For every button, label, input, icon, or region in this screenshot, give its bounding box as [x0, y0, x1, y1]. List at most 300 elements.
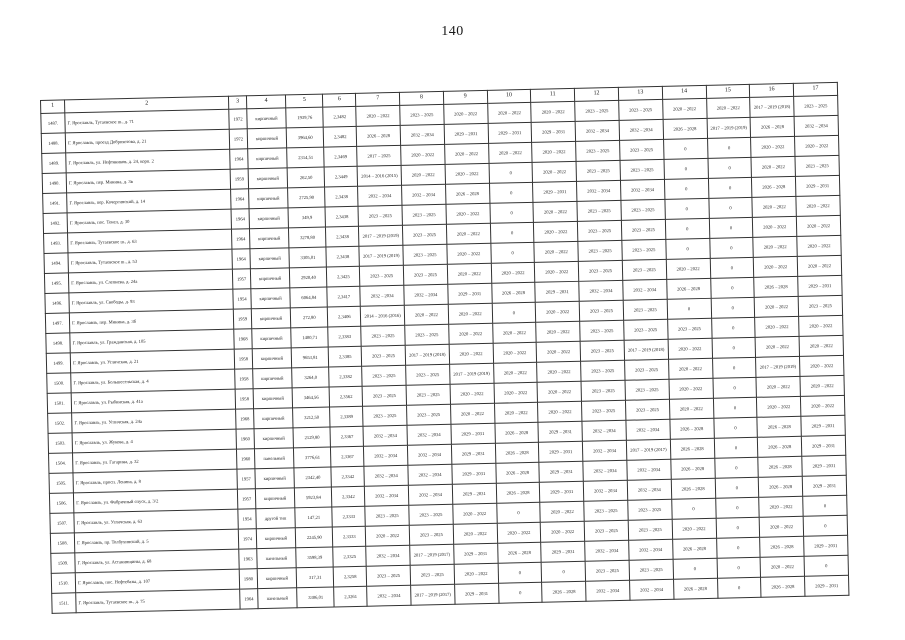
cell-period-col-10: 2026 – 2028 [497, 542, 541, 563]
cell-period-col-12: 2032 – 2034 [579, 280, 623, 301]
cell-period-col-8: 2023 – 2025 [406, 364, 450, 385]
cell-period-col-7: 2017 – 2025 [357, 145, 401, 166]
cell-wall-material: кирпичный [250, 268, 290, 289]
cell-period-col-10: 0 [489, 182, 533, 203]
cell-period-col-16: 2026 – 2028 [750, 116, 794, 137]
cell-wall-material: кирпичный [249, 228, 289, 249]
cell-period-col-13: 2032 – 2034 [627, 459, 671, 480]
cell-build-year: 1972 [229, 129, 247, 149]
cell-period-col-17: 2029 – 2031 [805, 575, 849, 596]
cell-coefficient: 2,3342 [332, 486, 365, 507]
cell-area: 1400,71 [291, 327, 329, 348]
column-header-12: 12 [575, 87, 619, 101]
cell-period-col-13: 2023 – 2025 [625, 379, 669, 400]
column-header-11: 11 [531, 88, 575, 102]
column-header-14: 14 [662, 85, 706, 99]
cell-period-col-10: 2026 – 2028 [495, 462, 539, 483]
cell-period-col-9: 2029 – 2031 [448, 283, 492, 304]
cell-coefficient: 2,3367 [330, 426, 363, 447]
cell-area: 272,80 [290, 307, 328, 328]
cell-row-number: 1487. [41, 113, 66, 134]
cell-period-col-10: 2026 – 2028 [491, 282, 535, 303]
cell-period-col-10: 2026 – 2028 [495, 442, 539, 463]
column-header-7: 7 [356, 92, 400, 106]
cell-period-col-14: 2020 – 2022 [669, 378, 713, 399]
cell-period-col-14: 2026 – 2028 [670, 438, 714, 459]
cell-period-col-14: 2023 – 2025 [667, 318, 711, 339]
cell-build-year: 1964 [232, 229, 250, 249]
cell-row-number: 1499. [46, 353, 71, 374]
column-header-16: 16 [750, 83, 794, 97]
cell-period-col-17: 2029 – 2031 [795, 175, 839, 196]
cell-period-col-16: 2020 – 2022 [760, 556, 804, 577]
cell-address: Г. Ярославль, пер. Минина, д. 3в [66, 169, 231, 193]
cell-period-col-8: 2023 – 2025 [402, 204, 446, 225]
cell-period-col-12: 2023 – 2025 [580, 320, 624, 341]
cell-period-col-8: 2023 – 2025 [409, 504, 453, 525]
column-header-10: 10 [487, 89, 531, 103]
cell-period-col-13: 2023 – 2025 [628, 499, 672, 520]
cell-build-year: 1968 [234, 329, 252, 349]
cell-period-col-8: 2032 – 2034 [404, 284, 448, 305]
cell-period-col-10: 0 [489, 162, 533, 183]
cell-period-col-15: 0 [715, 477, 759, 498]
page-number: 140 [441, 24, 464, 39]
cell-period-col-9: 2020 – 2022 [447, 243, 491, 264]
cell-period-col-17: 2020 – 2022 [800, 395, 844, 416]
cell-row-number: 1490. [42, 173, 67, 194]
cell-period-col-17: 2029 – 2031 [801, 435, 845, 456]
cell-wall-material: кирпичный [254, 428, 294, 449]
cell-period-col-10: 2026 – 2028 [495, 422, 539, 443]
column-header-3: 3 [229, 96, 247, 109]
cell-period-col-17: 2029 – 2031 [804, 535, 848, 556]
cell-period-col-12: 2023 – 2025 [576, 140, 620, 161]
cell-area: 3598,39 [296, 547, 334, 568]
cell-build-year: 1958 [235, 369, 253, 389]
cell-coefficient: 2,3385 [329, 346, 362, 367]
cell-coefficient: 2,3333 [333, 526, 366, 547]
cell-period-col-13: 2023 – 2025 [622, 239, 666, 260]
cell-coefficient: 2,3562 [330, 386, 363, 407]
scanned-register-table [40, 82, 850, 626]
cell-period-col-12: 2023 – 2025 [578, 220, 622, 241]
cell-build-year: 1974 [239, 529, 257, 549]
cell-area: 3212,50 [293, 407, 331, 428]
cell-period-col-13: 2032 – 2034 [620, 179, 664, 200]
cell-period-col-14: 0 [664, 158, 708, 179]
cell-period-col-9: 2026 – 2028 [445, 183, 489, 204]
cell-period-col-12: 2023 – 2025 [584, 500, 628, 521]
cell-period-col-17: 0 [804, 555, 848, 576]
cell-period-col-17: 2029 – 2031 [798, 275, 842, 296]
cell-period-col-12: 2023 – 2025 [582, 400, 626, 421]
cell-period-col-10: 2026 – 2028 [496, 482, 540, 503]
cell-period-col-7: 2032 – 2034 [365, 485, 409, 506]
cell-period-col-12: 2023 – 2025 [578, 240, 622, 261]
cell-period-col-12: 2032 – 2034 [575, 120, 619, 141]
cell-row-number: 1507. [50, 513, 75, 534]
cell-period-col-15: 0 [713, 417, 757, 438]
column-header-8: 8 [399, 91, 443, 105]
cell-period-col-16: 2026 – 2028 [752, 176, 796, 197]
cell-period-col-7: 2023 – 2025 [366, 565, 410, 586]
cell-period-col-10: 2029 – 2031 [488, 122, 532, 143]
cell-period-col-12: 2023 – 2025 [578, 260, 622, 281]
cell-period-col-10: 2020 – 2022 [488, 142, 532, 163]
cell-period-col-12: 2032 – 2034 [583, 460, 627, 481]
cell-period-col-9: 2020 – 2022 [448, 303, 492, 324]
cell-address: Г. Ярославль, ул. Угличская, д. 21 [70, 349, 235, 373]
cell-coefficient: 2,3261 [334, 586, 367, 607]
cell-period-col-15: 0 [713, 397, 757, 418]
cell-period-col-16: 2026 – 2028 [754, 276, 798, 297]
cell-area: 2245,90 [295, 527, 333, 548]
cell-period-col-9: 2017 – 2019 (2019) [449, 363, 493, 384]
cell-area: 262,50 [287, 167, 325, 188]
cell-period-col-7: 2032 – 2034 [358, 185, 402, 206]
cell-period-col-17: 2020 – 2022 [800, 375, 844, 396]
cell-coefficient: 2,3382 [329, 366, 362, 387]
cell-period-col-15: 0 [712, 357, 756, 378]
cell-period-col-12: 2032 – 2034 [577, 180, 621, 201]
cell-wall-material: кирпичный [247, 108, 287, 129]
cell-period-col-7: 2032 – 2034 [363, 425, 407, 446]
cell-period-col-12: 2023 – 2025 [580, 340, 624, 361]
cell-row-number: 1509. [51, 553, 76, 574]
cell-address: Г. Ярославль, ул. Угличская, д. 24а [72, 409, 237, 433]
cell-period-col-7: 2020 – 2022 [366, 525, 410, 546]
cell-period-col-9: 2020 – 2022 [444, 103, 488, 124]
cell-build-year: 1964 [240, 589, 258, 609]
cell-row-number: 1506. [49, 493, 74, 514]
cell-period-col-16: 2020 – 2022 [751, 156, 795, 177]
cell-period-col-17: 2029 – 2031 [801, 415, 845, 436]
cell-period-col-13: 2023 – 2025 [623, 299, 667, 320]
cell-period-col-15: 0 [714, 437, 758, 458]
cell-period-col-7: 2023 – 2025 [363, 405, 407, 426]
cell-period-col-10: 2020 – 2022 [497, 522, 541, 543]
cell-period-col-15: 2017 – 2019 (2019) [707, 117, 751, 138]
cell-period-col-13: 2023 – 2025 [620, 159, 664, 180]
cell-period-col-8: 2032 – 2034 [408, 464, 452, 485]
cell-period-col-15: 0 [710, 257, 754, 278]
cell-period-col-8: 2023 – 2025 [409, 524, 453, 545]
cell-period-col-11: 2029 – 2031 [535, 281, 579, 302]
cell-period-col-11: 2029 – 2031 [538, 421, 582, 442]
cell-period-col-8: 2023 – 2025 [406, 384, 450, 405]
cell-period-col-9: 2029 – 2031 [453, 543, 497, 564]
cell-period-col-14: 2026 – 2028 [670, 418, 714, 439]
cell-period-col-10: 0 [490, 202, 534, 223]
cell-period-col-12: 2032 – 2034 [582, 420, 626, 441]
cell-period-col-15: 0 [716, 537, 760, 558]
cell-build-year: 1954 [238, 509, 256, 529]
cell-wall-material: кирпичный [249, 208, 289, 229]
cell-period-col-14: 0 [665, 218, 709, 239]
cell-area: 5923,84 [295, 487, 333, 508]
cell-period-col-11: 2029 – 2031 [532, 121, 576, 142]
cell-period-col-11: 2020 – 2022 [536, 321, 580, 342]
cell-coefficient: 2,3469 [324, 146, 357, 167]
cell-period-col-13: 2023 – 2025 [619, 99, 663, 120]
cell-period-col-16: 2020 – 2022 [757, 396, 801, 417]
cell-period-col-7: 2023 – 2025 [361, 345, 405, 366]
cell-period-col-17: 2020 – 2022 [797, 235, 841, 256]
cell-coefficient: 2,3342 [331, 466, 364, 487]
cell-period-col-17: 2020 – 2022 [797, 255, 841, 276]
cell-period-col-15: 0 [714, 457, 758, 478]
cell-period-col-10: 0 [490, 242, 534, 263]
cell-period-col-7: 2023 – 2025 [362, 385, 406, 406]
cell-period-col-10: 2020 – 2022 [494, 402, 538, 423]
cell-period-col-11: 2029 – 2031 [539, 441, 583, 462]
cell-row-number: 1496. [45, 293, 70, 314]
cell-period-col-13: 2017 – 2019 (2018) [624, 339, 668, 360]
cell-address: Г. Ярославль, ул. Большесельская, д. 4 [71, 369, 236, 393]
cell-period-col-11: 2020 – 2022 [531, 101, 575, 122]
cell-period-col-12: 2023 – 2025 [579, 300, 623, 321]
cell-address: Г. Ярославль, ул. Свободы, д. 93 [69, 289, 234, 313]
cell-period-col-14: 2026 – 2028 [672, 538, 716, 559]
cell-period-col-17: 2020 – 2022 [796, 195, 840, 216]
cell-wall-material: панельный [257, 588, 297, 609]
cell-period-col-13: 2032 – 2034 [619, 119, 663, 140]
cell-period-col-14: 2020 – 2022 [669, 398, 713, 419]
cell-period-col-9: 2029 – 2031 [452, 483, 496, 504]
cell-period-col-14: 2026 – 2028 [663, 118, 707, 139]
cell-period-col-13: 2023 – 2025 [624, 359, 668, 380]
cell-period-col-16: 2017 – 2019 (2019) [756, 356, 800, 377]
cell-period-col-13: 2032 – 2034 [629, 539, 673, 560]
cell-build-year: 1960 [237, 449, 255, 469]
cell-period-col-11: 2020 – 2022 [534, 241, 578, 262]
cell-period-col-16: 2026 – 2028 [759, 476, 803, 497]
cell-wall-material: панельный [254, 448, 294, 469]
cell-period-col-8: 2032 – 2034 [408, 484, 452, 505]
cell-period-col-7: 2020 – 2022 [356, 105, 400, 126]
cell-area: 6064,84 [290, 287, 328, 308]
cell-period-col-13: 2023 – 2025 [628, 519, 672, 540]
cell-coefficient: 2,3417 [327, 286, 360, 307]
cell-wall-material: кирпичный [247, 148, 287, 169]
cell-wall-material: кирпичный [252, 368, 292, 389]
cell-period-col-9: 2020 – 2022 [454, 563, 498, 584]
cell-period-col-12: 2023 – 2025 [585, 560, 629, 581]
cell-period-col-7: 2017 – 2019 (2019) [359, 245, 403, 266]
cell-period-col-11: 2020 – 2022 [534, 221, 578, 242]
cell-wall-material: кирпичный [255, 468, 295, 489]
cell-period-col-16: 2020 – 2022 [759, 516, 803, 537]
cell-period-col-10: 2020 – 2022 [491, 262, 535, 283]
cell-wall-material: другой тип [256, 508, 296, 529]
cell-period-col-13: 2023 – 2025 [625, 399, 669, 420]
cell-wall-material: кирпичный [255, 488, 295, 509]
cell-period-col-16: 2020 – 2022 [753, 216, 797, 237]
cell-row-number: 1510. [51, 573, 76, 594]
cell-period-col-15: 0 [712, 337, 756, 358]
cell-coefficient: 2,3367 [331, 446, 364, 467]
cell-period-col-16: 2020 – 2022 [755, 316, 799, 337]
cell-area: 2920,40 [290, 267, 328, 288]
cell-period-col-10: 0 [496, 502, 540, 523]
cell-period-col-10: 0 [498, 582, 542, 603]
cell-period-col-13: 2032 – 2034 [623, 279, 667, 300]
cell-period-col-16: 2017 – 2019 (2018) [750, 96, 794, 117]
cell-period-col-10: 2020 – 2022 [493, 362, 537, 383]
cell-period-col-17: 0 [803, 495, 847, 516]
cell-coefficient: 2,3325 [333, 546, 366, 567]
cell-period-col-7: 2032 – 2034 [360, 285, 404, 306]
cell-build-year: 1964 [230, 149, 248, 169]
cell-row-number: 1511. [52, 593, 77, 614]
cell-period-col-16: 2026 – 2028 [758, 456, 802, 477]
cell-period-col-11: 2020 – 2022 [537, 381, 581, 402]
cell-coefficient: 2,3383 [328, 326, 361, 347]
cell-period-col-14: 0 [671, 498, 715, 519]
cell-period-col-16: 2020 – 2022 [759, 496, 803, 517]
cell-row-number: 1491. [43, 193, 68, 214]
cell-wall-material: кирпичный [250, 248, 290, 269]
cell-period-col-16: 2020 – 2022 [754, 296, 798, 317]
cell-period-col-14: 2020 – 2022 [668, 338, 712, 359]
cell-period-col-15: 0 [716, 517, 760, 538]
cell-period-col-9: 2020 – 2022 [446, 203, 490, 224]
cell-period-col-8: 2032 – 2034 [407, 444, 451, 465]
cell-row-number: 1501. [47, 393, 72, 414]
cell-period-col-15: 0 [707, 137, 751, 158]
cell-area: 3278,80 [289, 227, 327, 248]
cell-area: 3305,01 [289, 247, 327, 268]
cell-period-col-15: 0 [717, 577, 761, 598]
cell-period-col-8: 2020 – 2022 [401, 164, 445, 185]
cell-address: Г. Ярославль, пос. Тенел, д. 30 [67, 209, 232, 233]
cell-address: Г. Ярославль, Тутаевское ш., д. 53 [68, 249, 233, 273]
cell-area: 317,31 [296, 567, 334, 588]
cell-period-col-10: 0 [492, 302, 536, 323]
cell-area: 2342,40 [294, 467, 332, 488]
cell-period-col-9: 2029 – 2031 [444, 123, 488, 144]
cell-period-col-17: 2032 – 2034 [794, 115, 838, 136]
cell-build-year: 1963 [239, 549, 257, 569]
cell-period-col-10: 2020 – 2022 [492, 322, 536, 343]
cell-period-col-11: 2029 – 2031 [533, 181, 577, 202]
cell-address: Г. Ярославль, ул. Гражданская, д. 105 [70, 329, 235, 353]
cell-period-col-12: 2032 – 2034 [585, 540, 629, 561]
cell-period-col-8: 2023 – 2025 [400, 104, 444, 125]
cell-coefficient: 2,3258 [334, 566, 367, 587]
cell-period-col-10: 2020 – 2022 [487, 102, 531, 123]
cell-row-number: 1489. [42, 153, 67, 174]
cell-address: Г. Ярославль, Тутаевское ш., д. 75 [76, 589, 241, 613]
cell-area: 1939,76 [286, 107, 324, 128]
column-header-17: 17 [793, 82, 837, 96]
cell-period-col-13: 2023 – 2025 [621, 199, 665, 220]
cell-area: 147,21 [295, 507, 333, 528]
column-header-4: 4 [246, 95, 286, 109]
cell-period-col-8: 2032 – 2034 [402, 184, 446, 205]
cell-period-col-7: 2017 – 2019 (2019) [359, 225, 403, 246]
cell-period-col-15: 0 [711, 317, 755, 338]
cell-row-number: 1494. [44, 253, 69, 274]
cell-period-col-12: 2023 – 2025 [584, 520, 628, 541]
cell-row-number: 1497. [45, 313, 70, 334]
cell-period-col-13: 2023 – 2025 [622, 259, 666, 280]
cell-period-col-17: 2020 – 2022 [795, 135, 839, 156]
cell-period-col-11: 2020 – 2022 [540, 501, 584, 522]
cell-period-col-9: 2020 – 2022 [446, 223, 490, 244]
cell-period-col-7: 2023 – 2025 [361, 325, 405, 346]
cell-period-col-12: 2023 – 2025 [581, 360, 625, 381]
column-header-9: 9 [443, 90, 487, 104]
cell-row-number: 1498. [46, 333, 71, 354]
cell-period-col-15: 0 [710, 277, 754, 298]
cell-period-col-8: 2032 – 2034 [400, 124, 444, 145]
cell-period-col-14: 2020 – 2022 [662, 98, 706, 119]
cell-area: 3464,56 [292, 387, 330, 408]
cell-period-col-9: 2020 – 2022 [447, 263, 491, 284]
cell-period-col-15: 0 [708, 197, 752, 218]
cell-period-col-8: 2032 – 2034 [407, 424, 451, 445]
cell-address: Г. Ярославль, ул. Фабричный спуск, д. 3/2 [73, 489, 238, 513]
cell-period-col-11: 2020 – 2022 [541, 521, 585, 542]
cell-area: 3776,61 [294, 447, 332, 468]
cell-period-col-13: 2023 – 2025 [621, 219, 665, 240]
cell-period-col-15: 0 [715, 497, 759, 518]
cell-wall-material: кирпичный [253, 388, 293, 409]
cell-period-col-9: 2029 – 2031 [454, 583, 498, 604]
cell-coefficient: 2,3438 [326, 246, 359, 267]
cell-period-col-16: 2026 – 2028 [760, 536, 804, 557]
cell-period-col-17: 2020 – 2022 [800, 355, 844, 376]
cell-address: Г. Ярославль, пер. Кочергинский, д. 14 [67, 189, 232, 213]
cell-period-col-14: 0 [673, 558, 717, 579]
cell-period-col-7: 2014 – 2016 (2015) [357, 165, 401, 186]
cell-period-col-11: 2029 – 2031 [539, 461, 583, 482]
cell-period-col-12: 2032 – 2034 [583, 480, 627, 501]
cell-period-col-14: 0 [667, 298, 711, 319]
cell-build-year: 1959 [234, 309, 252, 329]
cell-address: Г. Ярославль, ул. Рыбинская, д. 41а [71, 389, 236, 413]
cell-period-col-14: 0 [663, 138, 707, 159]
cell-coefficient: 2,3438 [325, 186, 358, 207]
cell-build-year: 1980 [239, 569, 257, 589]
column-header-15: 15 [706, 84, 750, 98]
cell-address: Г. Ярославль, пр. Толбухинский, д. 5 [74, 529, 239, 553]
cell-period-col-9: 2029 – 2031 [452, 463, 496, 484]
cell-period-col-12: 2023 – 2025 [581, 380, 625, 401]
cell-coefficient: 2,3482 [323, 106, 356, 127]
cell-period-col-11: 2026 – 2028 [542, 581, 586, 602]
cell-build-year: 1964 [231, 189, 249, 209]
cell-period-col-9: 2020 – 2022 [449, 343, 493, 364]
cell-period-col-8: 2023 – 2025 [405, 324, 449, 345]
cell-period-col-9: 2020 – 2022 [449, 323, 493, 344]
cell-wall-material: кирпичный [253, 408, 293, 429]
cell-period-col-15: 2020 – 2022 [706, 97, 750, 118]
cell-period-col-8: 2017 – 2019 (2018) [405, 344, 449, 365]
cell-row-number: 1500. [47, 373, 72, 394]
cell-address: Г. Ярославль, ул. Слепнева, д. 24а [69, 269, 234, 293]
cell-row-number: 1502. [48, 413, 73, 434]
cell-address: Г. Ярославль, ул. Нефтяников, д. 24, корп. 2 [66, 149, 231, 173]
cell-period-col-17: 2020 – 2022 [796, 215, 840, 236]
cell-area: 349,9 [288, 207, 326, 228]
cell-period-col-7: 2023 – 2025 [360, 265, 404, 286]
cell-period-col-9: 2020 – 2022 [444, 143, 488, 164]
cell-period-col-10: 2020 – 2022 [493, 342, 537, 363]
cell-period-col-7: 2032 – 2034 [364, 445, 408, 466]
